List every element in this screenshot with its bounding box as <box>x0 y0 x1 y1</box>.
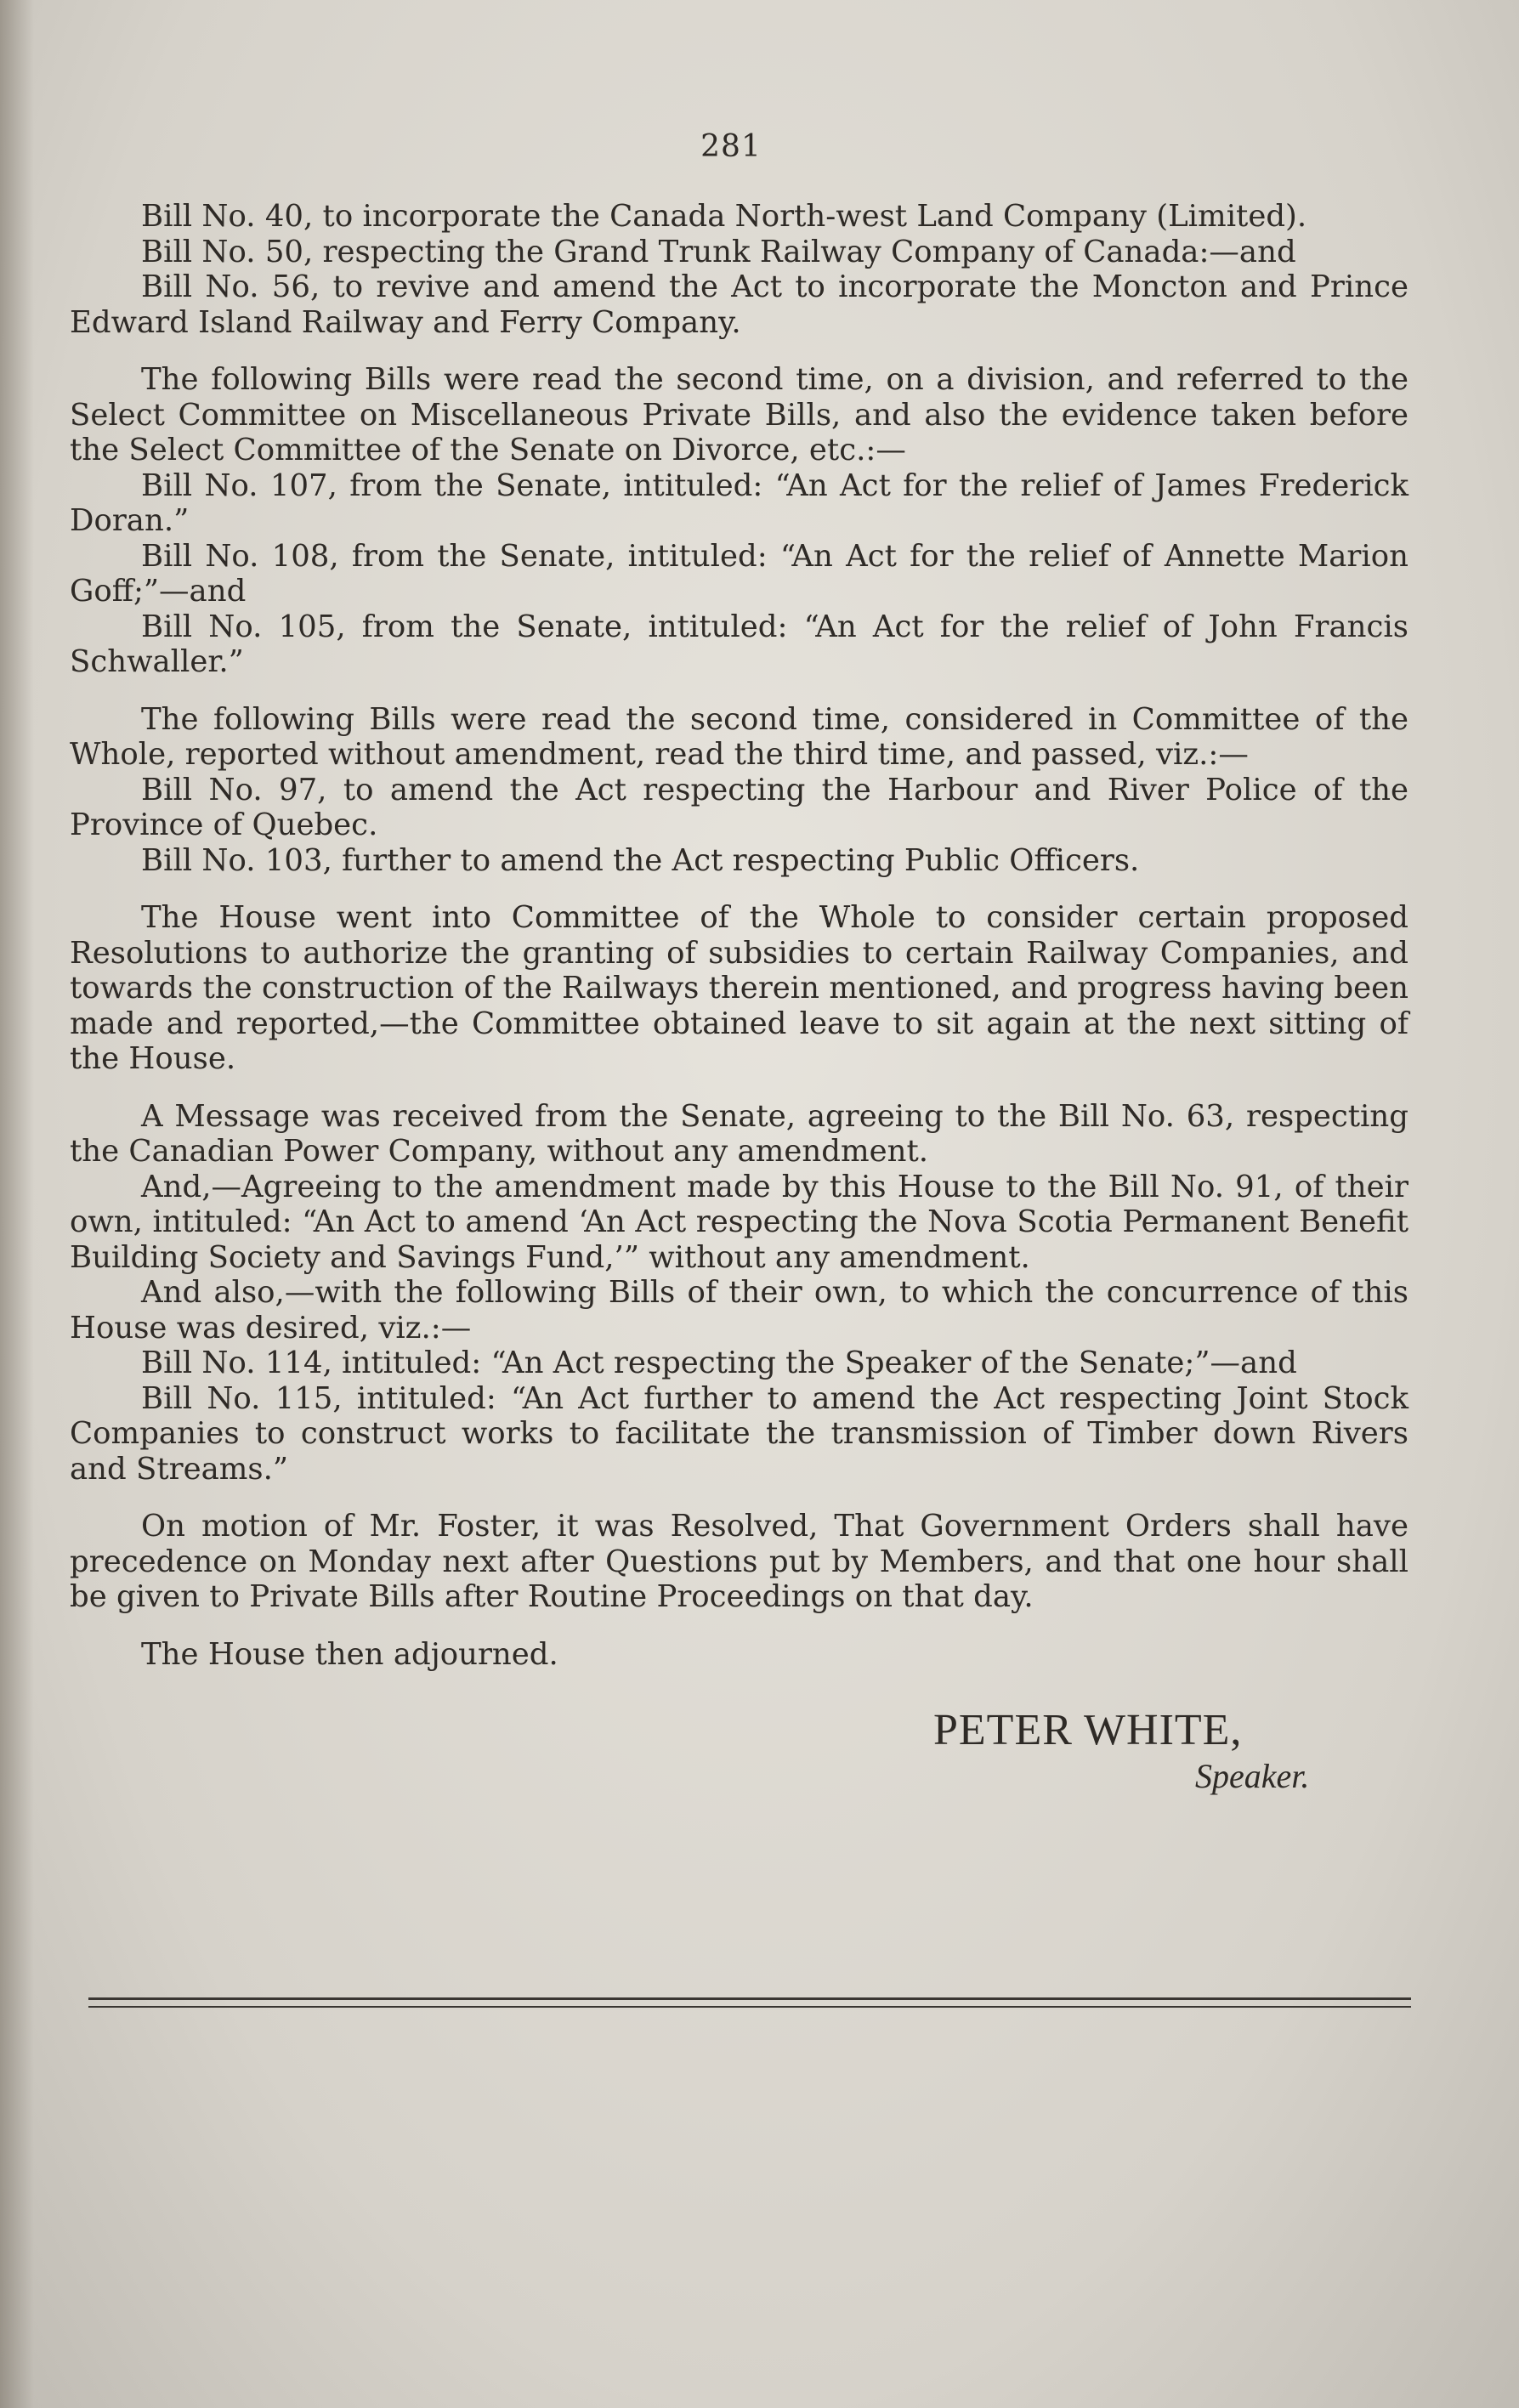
paragraph: And,—Agreeing to the amendment made by this House to the Bill No. 91, of their own, intituled: “An Act to amend ‘An Act respecting the Nova Scotia Permanent Benefit Building Society and Savings Fund,’” without any amendment. <box>70 1169 1408 1275</box>
paragraph: A Message was received from the Senate, agreeing to the Bill No. 63, respecting the Canadian Power Company, without any amendment. <box>70 1098 1408 1169</box>
paragraph: Bill No. 107, from the Senate, intituled: “An Act for the relief of James Frederick Doran.” <box>70 467 1408 538</box>
journal-body <box>70 199 1408 1672</box>
paragraph: Bill No. 115, intituled: “An Act further to amend the Act respecting Joint Stock Companies to construct works to facilitate the transmission of Timber down Rivers and Streams.” <box>70 1380 1408 1487</box>
signature-name: PETER WHITE, <box>933 1706 1243 1754</box>
signature-title: Speaker. <box>1195 1757 1310 1795</box>
paragraph: Bill No. 50, respecting the Grand Trunk Railway Company of Canada:—and <box>141 234 1296 269</box>
paragraph: The House then adjourned. <box>141 1636 558 1672</box>
paragraph: Bill No. 105, from the Senate, intituled: “An Act for the relief of John Francis Schwaller.” <box>70 609 1408 679</box>
paragraph: Bill No. 108, from the Senate, intituled: “An Act for the relief of Annette Marion Goff;”—and <box>70 538 1408 609</box>
paragraph: And also,—with the following Bills of their own, to which the concurrence of this House was desired, viz.:— <box>70 1275 1408 1346</box>
paragraph: Bill No. 114, intituled: “An Act respecting the Speaker of the Senate;”—and <box>141 1346 1297 1380</box>
paragraph: On motion of Mr. Foster, it was Resolved, That Government Orders shall have precedence on Monday next after Questions put by Members, and that one hour shall be given to Private Bills after Routine Proceedings on that day. <box>70 1509 1408 1614</box>
page-spine-shadow <box>0 0 34 2408</box>
paragraph: The House went into Committee of the Whole to consider certain proposed Resolutions to authorize the granting of subsidies to certain Railway Companies, and towards the construction of the Railways therein mentioned, and progress having been made and reported,—the Committee obtained leave to sit again at the next sitting of the House. <box>70 900 1408 1076</box>
paragraph: The following Bills were read the second time, considered in Committee of the Whole, reported without amendment, read the third time, and passed, viz.:— <box>70 701 1408 772</box>
footer-rule-top <box>88 1997 1411 2000</box>
paragraph: The following Bills were read the second time, on a division, and referred to the Select Committee on Miscellaneous Private Bills, and also the evidence taken before the Select Committee of the Senate on Divorce, etc.:— <box>70 362 1408 467</box>
footer-rule-bottom <box>88 2006 1411 2008</box>
paragraph: Bill No. 40, to incorporate the Canada North-west Land Company (Limited). <box>141 199 1307 234</box>
paragraph: Bill No. 97, to amend the Act respecting the Harbour and River Police of the Province of Quebec. <box>70 772 1408 842</box>
page-number: 281 <box>700 129 762 164</box>
paragraph: Bill No. 103, further to amend the Act respecting Public Officers. <box>141 842 1140 878</box>
paragraph: Bill No. 56, to revive and amend the Act to incorporate the Moncton and Prince Edward Island Railway and Ferry Company. <box>70 269 1408 340</box>
